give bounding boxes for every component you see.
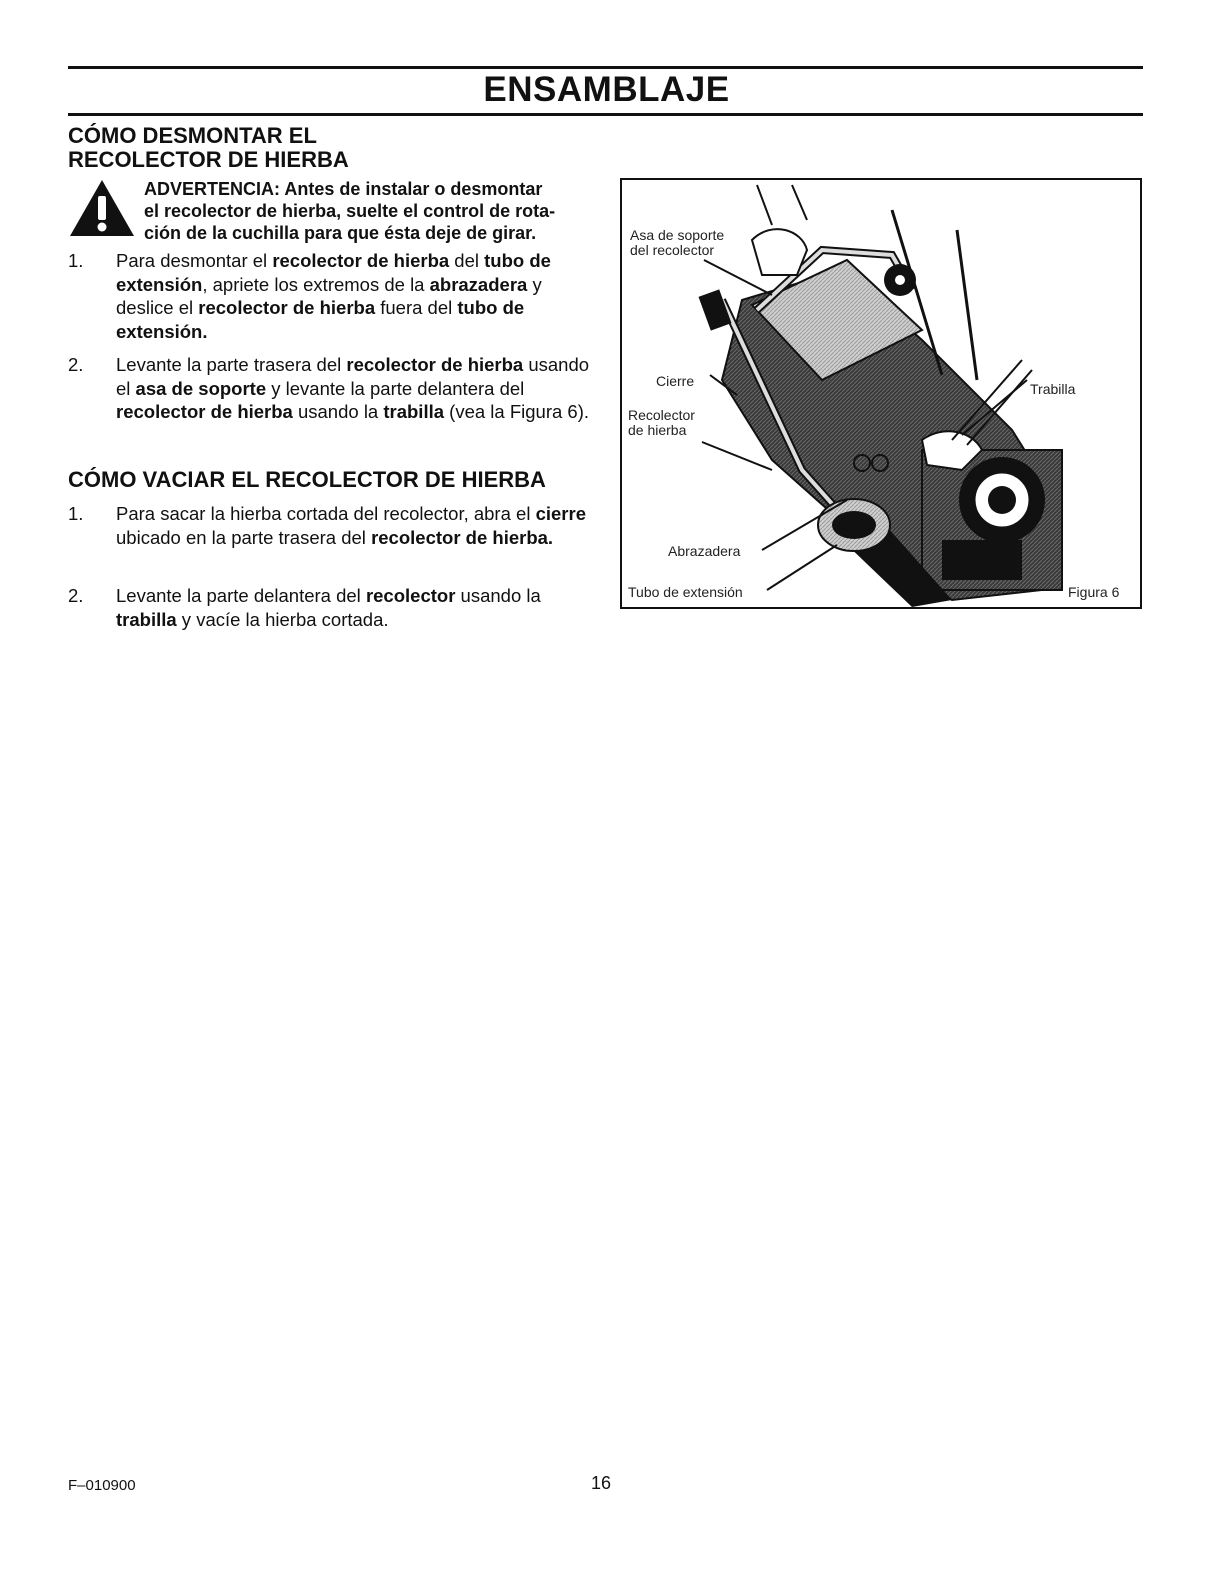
label-line: Recolector: [628, 407, 695, 423]
section-heading-empty: CÓMO VACIAR EL RECOLECTOR DE HIERBA: [68, 467, 546, 492]
page-number: 16: [591, 1473, 612, 1493]
label-asa-de-soporte: [630, 228, 724, 258]
label-abrazadera: Abrazadera: [668, 543, 741, 559]
heading-line-1: CÓMO DESMONTAR EL: [68, 123, 317, 148]
page-title: ENSAMBLAJE: [483, 70, 730, 109]
warning-line-2: el recolector de hierba, suelte el control de rota-: [144, 201, 556, 221]
step-number: 2.: [68, 585, 84, 606]
empty-step-2: [68, 584, 588, 632]
step-number: 1.: [68, 503, 84, 524]
warning-triangle-icon: [68, 178, 136, 238]
empty-step-1: [68, 502, 588, 572]
step-text: Levante la parte trasera del recolector de hierba usando el asa de soporte y levante la parte delantera del recolector de hierba usando la trabilla (vea la Figura 6).: [116, 354, 590, 422]
figure-6: [620, 178, 1142, 609]
figure-caption: Figura 6: [1068, 584, 1120, 600]
heading-line-2: RECOLECTOR DE HIERBA: [68, 147, 349, 172]
section-heading-remove: [68, 124, 349, 172]
remove-step-1: [68, 249, 588, 341]
top-rule: [68, 66, 1143, 69]
warning-text: [144, 178, 584, 244]
label-tubo-de-extension: Tubo de extensión: [628, 584, 743, 600]
remove-step-2: [68, 353, 588, 445]
warning-line-1: ADVERTENCIA: Antes de instalar o desmontar: [144, 179, 543, 199]
step-text: Para sacar la hierba cortada del recolector, abra el cierre ubicado en la parte trasera del recolector de hierba.: [116, 503, 586, 548]
step-text: Levante la parte delantera del recolector usando la trabilla y vacíe la hierba cortada.: [116, 585, 541, 630]
label-recolector-de-hierba: [628, 408, 695, 438]
step-number: 2.: [68, 354, 84, 375]
label-trabilla: Trabilla: [1030, 381, 1076, 397]
step-text: Para desmontar el recolector de hierba del tubo de extensión, apriete los extremos de la abrazadera y deslice el recolector de hierba fuera del tubo de extensión.: [116, 250, 551, 342]
label-line: del recolector: [630, 242, 715, 258]
label-line: Asa de soporte: [630, 227, 725, 243]
document-code: F–010900: [68, 1477, 136, 1494]
label-line: de hierba: [628, 422, 687, 438]
title-rule: [68, 113, 1143, 116]
warning-line-3: ción de la cuchilla para que ésta deje de girar.: [144, 223, 537, 243]
label-cierre: Cierre: [656, 373, 695, 389]
step-number: 1.: [68, 250, 84, 271]
